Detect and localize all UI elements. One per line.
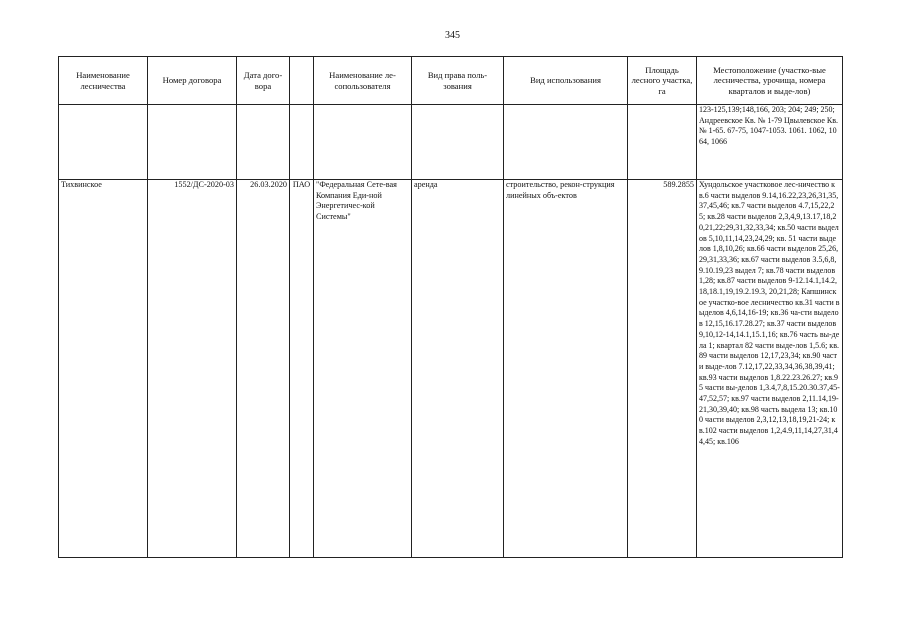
header-use-type: Вид использования — [504, 57, 628, 105]
table-row — [59, 105, 843, 180]
cell-contract-date: 26.03.2020 — [237, 180, 290, 558]
cell-location: Хундольское участковое лес-ничество кв.6 части выделов 9.14,16.22,23,26,31,35,37,45,46; кв.7 части выделов 4.7,15,22,25; кв.28 части выделов 2,3,4,9,13.17,18,20,21,22;29,31,32,33,34; кв.50 части выделов 5,10,11,14,23,24,29; кв. 51 части выделов 1,8,10,26; кв.66 части выделов 25,26,29,31,33,36; кв.67 части выделов 3.5,6,8,9.10.19,23 выдел 7; кв.78 части выделов 1,28; кв.87 части выделов 9-12.14.1,14.2,18,18.1,19,19.2.19.3, 20,21,28; Капшинское участко-вое лесничество кв.31 части выделов 4,6,14,16-19; кв.36 ча-сти выделов 12,15,16.17.28.27; кв.37 части выделов 9,10,12-14,14.1,15.1,16; кв.76 часть вы-дела 1; квартал 82 части выде-лов 1,5.6; кв.89 части выделов 12,17,23,34; кв.90 части выде-лов 7.12,17,22,33,34,36,38,39,41; кв.93 части выделов 1,8.22.23.26.27; кв.95 части вы-делов 1,3.4,7,8,15.20.30.37,45-47,52,57; кв.97 части выделов 2,11.14,19-21,30,39,40; кв.98 часть выдела 13; кв.100 части выделов 2,3,12,13,18,19,21-24; кв.102 части выделов 1,2,4.9,11,14,27,31,44,45; кв.106 — [697, 180, 843, 558]
cell-contract-number — [148, 105, 237, 180]
cell-use-type — [504, 105, 628, 180]
page-number: 345 — [445, 30, 460, 41]
cell-right-type: аренда — [412, 180, 504, 558]
header-row — [59, 57, 843, 105]
table-row — [59, 180, 843, 558]
header-contract-date: Дата дого-вора — [237, 57, 290, 105]
header-blank — [290, 57, 314, 105]
cell-form — [290, 105, 314, 180]
cell-forestry — [59, 105, 148, 180]
header-area: Площадь лесного участка, га — [628, 57, 697, 105]
cell-user: "Федеральная Сете-вая Компания Еди-ной Энергетичес-кой Системы" — [314, 180, 412, 558]
header-right-type: Вид права поль-зования — [412, 57, 504, 105]
cell-location: 123-125,139;148,166, 203; 204; 249; 250; Андреевское Кв. № 1-79 Цвылевское Кв.№ 1-65. 67-75, 1047-1053. 1061. 1062, 1064, 1066 — [697, 105, 843, 180]
cell-user — [314, 105, 412, 180]
lease-registry-table — [58, 56, 843, 558]
header-location: Местоположение (участко-вые лесничества, урочища, номера кварталов и выде-лов) — [697, 57, 843, 105]
cell-use-type: строительство, рекон-струкция линейных объ-ектов — [504, 180, 628, 558]
cell-contract-number: 1552/ДС-2020-03 — [148, 180, 237, 558]
cell-contract-date — [237, 105, 290, 180]
header-contract-number: Номер договора — [148, 57, 237, 105]
cell-area: 589.2855 — [628, 180, 697, 558]
header-forest-user: Наименование ле-сопользователя — [314, 57, 412, 105]
cell-forestry: Тихвинское — [59, 180, 148, 558]
cell-form: ПАО — [290, 180, 314, 558]
cell-right-type — [412, 105, 504, 180]
cell-area — [628, 105, 697, 180]
header-forestry: Наименование лесничества — [59, 57, 148, 105]
